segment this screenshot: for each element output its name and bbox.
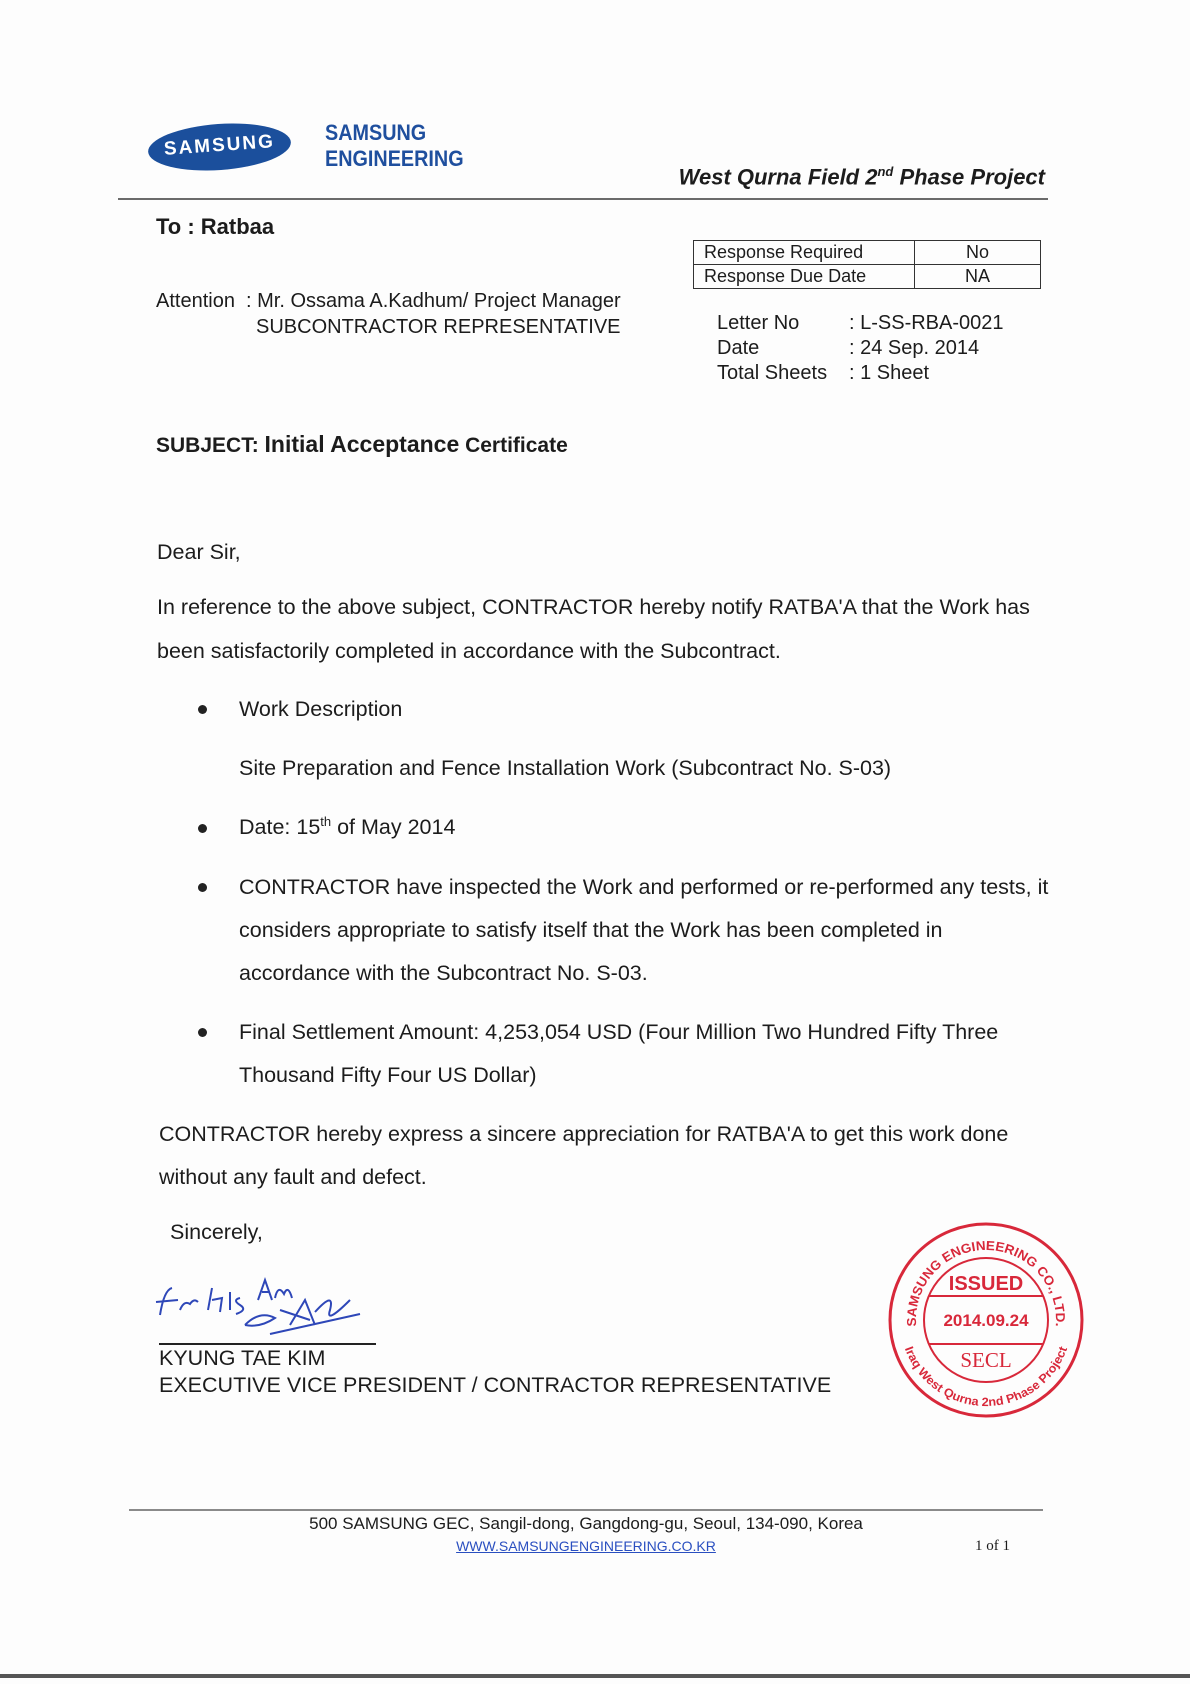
project-title: West Qurna Field 2nd Phase Project	[678, 164, 1045, 190]
paragraph-1: been satisfactorily completed in accordance with the Subcontract.	[157, 639, 781, 663]
samsung-logo: SAMSUNG	[147, 119, 293, 175]
header-divider	[118, 198, 1048, 200]
scan-edge	[0, 1674, 1190, 1678]
attention-line1: : Mr. Ossama A.Kadhum/ Project Manager	[246, 290, 621, 312]
date-label: Date	[717, 337, 760, 359]
bullet-icon	[198, 824, 207, 833]
table-row: Response Due Date NA	[694, 265, 1041, 289]
bullet-icon	[198, 1028, 207, 1037]
signatory-name: KYUNG TAE KIM	[159, 1346, 326, 1370]
bullet-icon	[198, 883, 207, 892]
signatory-title: EXECUTIVE VICE PRESIDENT / CONTRACTOR REPRESENTATIVE	[159, 1373, 832, 1397]
page-number: 1 of 1	[975, 1538, 1010, 1554]
svg-text:SECL: SECL	[960, 1348, 1012, 1372]
settlement-amount: Thousand Fifty Four US Dollar)	[239, 1063, 537, 1087]
attention-label: Attention	[156, 290, 235, 312]
date-value: : 24 Sep. 2014	[849, 337, 980, 359]
salutation: Dear Sir,	[157, 540, 241, 564]
handwritten-signature	[150, 1270, 370, 1340]
settlement-amount: Final Settlement Amount: 4,253,054 USD (Four Million Two Hundred Fifty Three	[239, 1020, 999, 1044]
paragraph-2: CONTRACTOR hereby express a sincere appreciation for RATBA'A to get this work done	[159, 1122, 1009, 1146]
recipient: To : Ratbaa	[156, 214, 275, 239]
footer-address: 500 SAMSUNG GEC, Sangil-dong, Gangdong-gu, Seoul, 134-090, Korea	[309, 1514, 863, 1533]
svg-text:ISSUED: ISSUED	[948, 1273, 1024, 1295]
closing: Sincerely,	[170, 1220, 263, 1244]
svg-text:Iraq West Qurna 2nd Phase Proj: Iraq West Qurna 2nd Phase Project	[901, 1344, 1070, 1410]
paragraph-2: without any fault and defect.	[159, 1165, 427, 1189]
bullet-icon	[198, 705, 207, 714]
footer-divider	[129, 1509, 1043, 1511]
total-sheets-label: Total Sheets	[717, 362, 828, 384]
issued-stamp	[886, 1220, 1086, 1420]
paragraph-1: In reference to the above subject, CONTRACTOR hereby notify RATBA'A that the Work has	[157, 595, 1030, 619]
subject-line: SUBJECT: Initial Acceptance Certificate	[156, 431, 568, 457]
inspection-text: considers appropriate to satisfy itself that the Work has been completed in	[239, 918, 943, 942]
response-table	[693, 240, 1041, 289]
completion-date: Date: 15th of May 2014	[239, 813, 456, 839]
attention-line2: SUBCONTRACTOR REPRESENTATIVE	[256, 316, 621, 338]
footer-website-link[interactable]: WWW.SAMSUNGENGINEERING.CO.KR	[456, 1538, 716, 1554]
signature-line	[159, 1343, 376, 1345]
work-description-label: Work Description	[239, 697, 403, 721]
work-description: Site Preparation and Fence Installation Work (Subcontract No. S-03)	[239, 756, 892, 780]
inspection-text: CONTRACTOR have inspected the Work and performed or re-performed any tests, it	[239, 875, 1049, 899]
svg-text:2014.09.24: 2014.09.24	[943, 1311, 1029, 1330]
svg-text:SAMSUNG ENGINEERING CO., LTD.: SAMSUNG ENGINEERING CO., LTD.	[903, 1237, 1069, 1328]
total-sheets-value: : 1 Sheet	[849, 362, 930, 384]
table-row: Response Required No	[694, 241, 1041, 265]
letter-no-label: Letter No	[717, 312, 800, 334]
letter-no-value: : L-SS-RBA-0021	[849, 312, 1004, 334]
inspection-text: accordance with the Subcontract No. S-03.	[239, 961, 648, 985]
brand-name: SAMSUNG ENGINEERING	[325, 120, 464, 171]
